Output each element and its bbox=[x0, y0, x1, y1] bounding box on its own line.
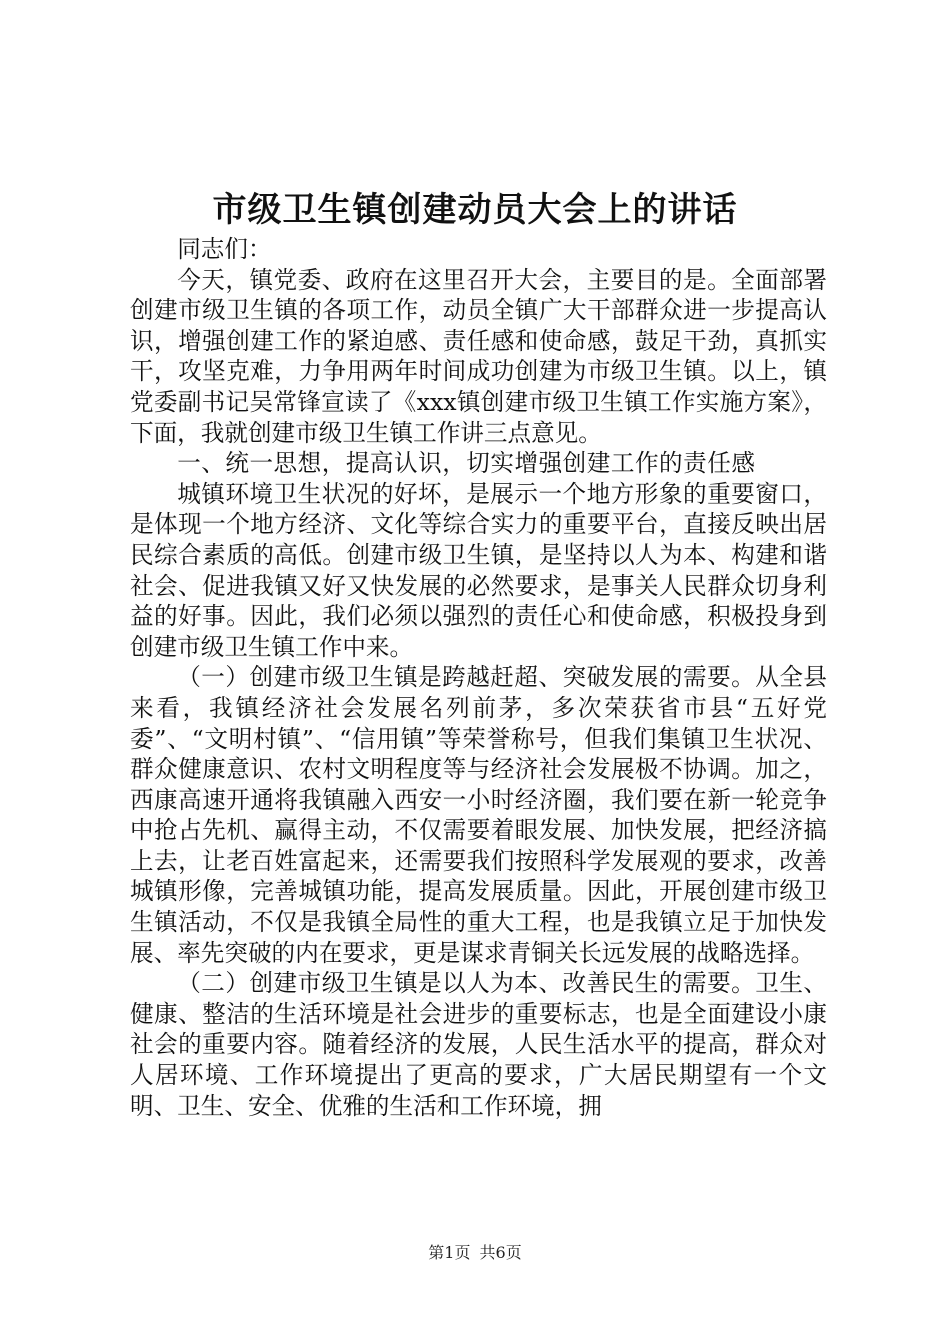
document-title: 市级卫生镇创建动员大会上的讲话 bbox=[212, 190, 738, 230]
page-total: 共6页 bbox=[479, 1243, 522, 1262]
page-number: 第1页 bbox=[428, 1243, 471, 1262]
body-paragraph: （二）创建市级卫生镇是以人为本、改善民生的需要。卫生、健康、整洁的生活环境是社会进步的重要标志，也是全面建设小康社会的重要内容。随着经济的发展，人民生活水平的提高，群众对人居环境、工作环境提出了更高的要求，广大居民期望有一个文明、卫生、安全、优雅的生活和工作环境，拥 bbox=[130, 969, 827, 1120]
document-body bbox=[130, 234, 827, 1121]
page-footer bbox=[0, 1242, 950, 1264]
body-paragraph: （一）创建市级卫生镇是跨越赶超、突破发展的需要。从全县来看，我镇经济社会发展名列前茅，多次荣获省市县“五好党委”、“文明村镇”、“信用镇”等荣誉称号，但我们集镇卫生状况、群众健康意识、农村文明程度等与经济社会发展极不协调。加之，西康高速开通将我镇融入西安一小时经济圈，我们要在新一轮竞争中抢占先机、赢得主动，不仅需要着眼发展、加快发展，把经济搞上去，让老百姓富起来，还需要我们按照科学发展观的要求，改善城镇形像，完善城镇功能，提高发展质量。因此，开展创建市级卫生镇活动，不仅是我镇全局性的重大工程，也是我镇立足于加快发展、率先突破的内在要求，更是谋求青铜关长远发展的战略选择。 bbox=[130, 663, 827, 967]
section-heading: 一、统一思想，提高认识，切实增强创建工作的责任感 bbox=[177, 449, 756, 478]
body-paragraph: 城镇环境卫生状况的好坏，是展示一个地方形象的重要窗口，是体现一个地方经济、文化等综合实力的重要平台，直接反映出居民综合素质的高低。创建市级卫生镇，是坚持以人为本、构建和谐社会、促进我镇又好又快发展的必然要求，是事关人民群众切身利益的好事。因此，我们必须以强烈的责任心和使命感，积极投身到创建市级卫生镇工作中来。 bbox=[130, 479, 827, 661]
salutation-paragraph: 同志们： bbox=[177, 235, 272, 263]
body-paragraph: 今天，镇党委、政府在这里召开大会，主要目的是。全面部署创建市级卫生镇的各项工作，动员全镇广大干部群众进一步提高认识，增强创建工作的紧迫感、责任感和使命感，鼓足干劲，真抓实干，攻坚克难，力争用两年时间成功创建为市级卫生镇。以上，镇党委副书记吴常锋宣读了《xxx镇创建市级卫生镇工作实施方案》，下面，我就创建市级卫生镇工作讲三点意见。 bbox=[130, 265, 827, 447]
